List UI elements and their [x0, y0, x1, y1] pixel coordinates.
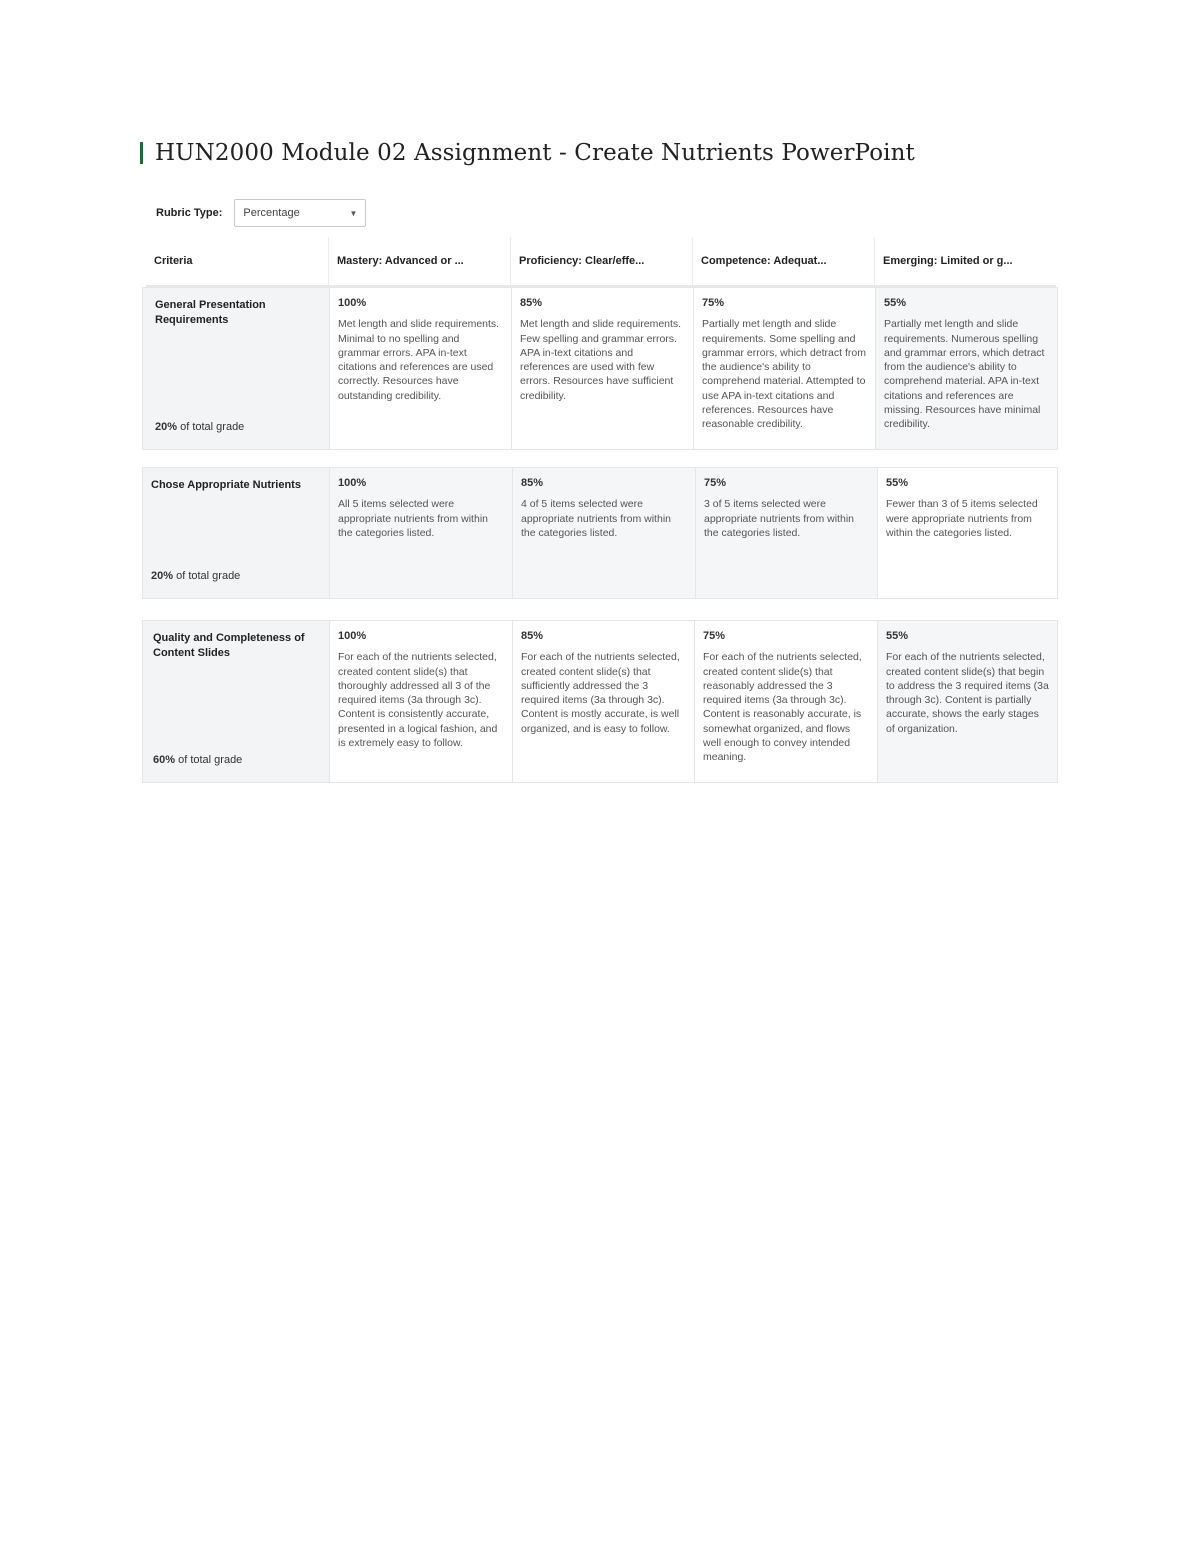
- level-percent: 100%: [338, 297, 367, 309]
- weight-percent: 60%: [153, 754, 176, 766]
- criterion-cell: [143, 288, 329, 449]
- criterion-cell: [143, 621, 329, 782]
- page-title: HUN2000 Module 02 Assignment - Create Nutrients PowerPoint: [155, 140, 915, 166]
- title-accent-bar: [140, 142, 143, 164]
- weight-percent: 20%: [155, 421, 178, 433]
- chevron-down-icon: ▼: [349, 208, 358, 218]
- level-description: All 5 items selected were appropriate nutrients from within the categories listed.: [338, 498, 488, 539]
- level-description: Met length and slide requirements. Minimal to no spelling and grammar errors. APA in-text citations and references are used correctly. Resources have outstanding credibility.: [338, 318, 500, 402]
- level-percent: 75%: [702, 297, 725, 309]
- level-cell-mastery[interactable]: [329, 288, 511, 449]
- level-percent: 100%: [338, 477, 367, 489]
- criterion-weight: [153, 753, 242, 768]
- weight-percent: 20%: [151, 570, 174, 582]
- level-description: Partially met length and slide requirements. Some spelling and grammar errors, which detract from the audience's ability to comprehend material. Attempted to use APA in-text citations and references. Resources have reasonable credibility.: [702, 318, 866, 431]
- rubric-header-row: [146, 237, 1056, 288]
- level-cell-mastery[interactable]: [329, 621, 512, 782]
- level-percent: 75%: [704, 477, 727, 489]
- criterion-weight: [151, 569, 240, 584]
- level-cell-competence[interactable]: [693, 288, 875, 449]
- level-cell-emerging[interactable]: [877, 468, 1057, 598]
- level-percent: 100%: [338, 630, 367, 642]
- header-criteria: Criteria: [154, 255, 193, 267]
- level-cell-proficiency[interactable]: [511, 288, 693, 449]
- level-percent: 55%: [884, 297, 907, 309]
- level-cell-emerging[interactable]: [875, 288, 1057, 449]
- level-description: 4 of 5 items selected were appropriate nutrients from within the categories listed.: [521, 498, 671, 539]
- header-emerging[interactable]: Emerging: Limited or g...: [874, 237, 1056, 285]
- level-percent: 85%: [521, 630, 544, 642]
- criterion-weight: [155, 420, 244, 435]
- weight-suffix: of total grade: [173, 570, 241, 582]
- header-competence[interactable]: Competence: Adequat...: [692, 237, 874, 285]
- rubric-type-selected-value: Percentage: [243, 207, 300, 219]
- level-cell-proficiency[interactable]: [512, 621, 694, 782]
- level-description: For each of the nutrients selected, created content slide(s) that sufficiently addressed the 3 required items (3a through 3c). Content is mostly accurate, is well organized, and is easy to follow.: [521, 651, 680, 735]
- level-percent: 55%: [886, 477, 909, 489]
- level-percent: 85%: [521, 477, 544, 489]
- rubric-type-control: [156, 199, 366, 227]
- level-description: For each of the nutrients selected, created content slide(s) that begin to address the 3 required items (3a through 3c). Content is partially accurate, shows the early stages of organization.: [886, 651, 1049, 735]
- weight-suffix: of total grade: [177, 421, 245, 433]
- level-description: Partially met length and slide requirements. Numerous spelling and grammar errors, which detract from the audience's ability to comprehend material. APA in-text citations and references are missing. Resources have minimal credibility.: [884, 318, 1045, 431]
- rubric-type-label: Rubric Type:: [156, 207, 223, 219]
- level-cell-mastery[interactable]: [329, 468, 512, 598]
- level-percent: 55%: [886, 630, 909, 642]
- page-header: [140, 140, 915, 166]
- level-cell-competence[interactable]: [694, 621, 877, 782]
- rubric-row-general-presentation: [142, 287, 1058, 450]
- header-mastery[interactable]: Mastery: Advanced or ...: [328, 237, 510, 285]
- level-description: For each of the nutrients selected, created content slide(s) that reasonably addressed the 3 required items (3a through 3c). Content is reasonably accurate, is somewhat organized, and flows well enough to convey intended meaning.: [703, 651, 862, 764]
- level-cell-emerging[interactable]: [877, 621, 1057, 782]
- level-description: 3 of 5 items selected were appropriate nutrients from within the categories listed.: [704, 498, 854, 539]
- rubric-type-select[interactable]: [234, 199, 366, 227]
- criterion-cell: [143, 468, 329, 598]
- level-cell-competence[interactable]: [695, 468, 877, 598]
- level-percent: 75%: [703, 630, 726, 642]
- rubric-row-chose-nutrients: [142, 467, 1058, 599]
- level-percent: 85%: [520, 297, 543, 309]
- criterion-title: Quality and Completeness of Content Slides: [153, 632, 305, 659]
- level-description: Met length and slide requirements. Few spelling and grammar errors. APA in-text citations and references are used with few errors. Resources have sufficient credibility.: [520, 318, 682, 402]
- weight-suffix: of total grade: [175, 754, 243, 766]
- criterion-title: General Presentation Requirements: [155, 299, 266, 326]
- level-description: Fewer than 3 of 5 items selected were appropriate nutrients from within the categories listed.: [886, 498, 1038, 539]
- header-proficiency[interactable]: Proficiency: Clear/effe...: [510, 237, 692, 285]
- level-description: For each of the nutrients selected, created content slide(s) that thoroughly addressed all 3 of the required items (3a through 3c). Content is consistently accurate, presented in a logical fashion, and is extremely easy to follow.: [338, 651, 498, 750]
- level-cell-proficiency[interactable]: [512, 468, 695, 598]
- rubric-row-quality-content: [142, 620, 1058, 783]
- criterion-title: Chose Appropriate Nutrients: [151, 479, 301, 491]
